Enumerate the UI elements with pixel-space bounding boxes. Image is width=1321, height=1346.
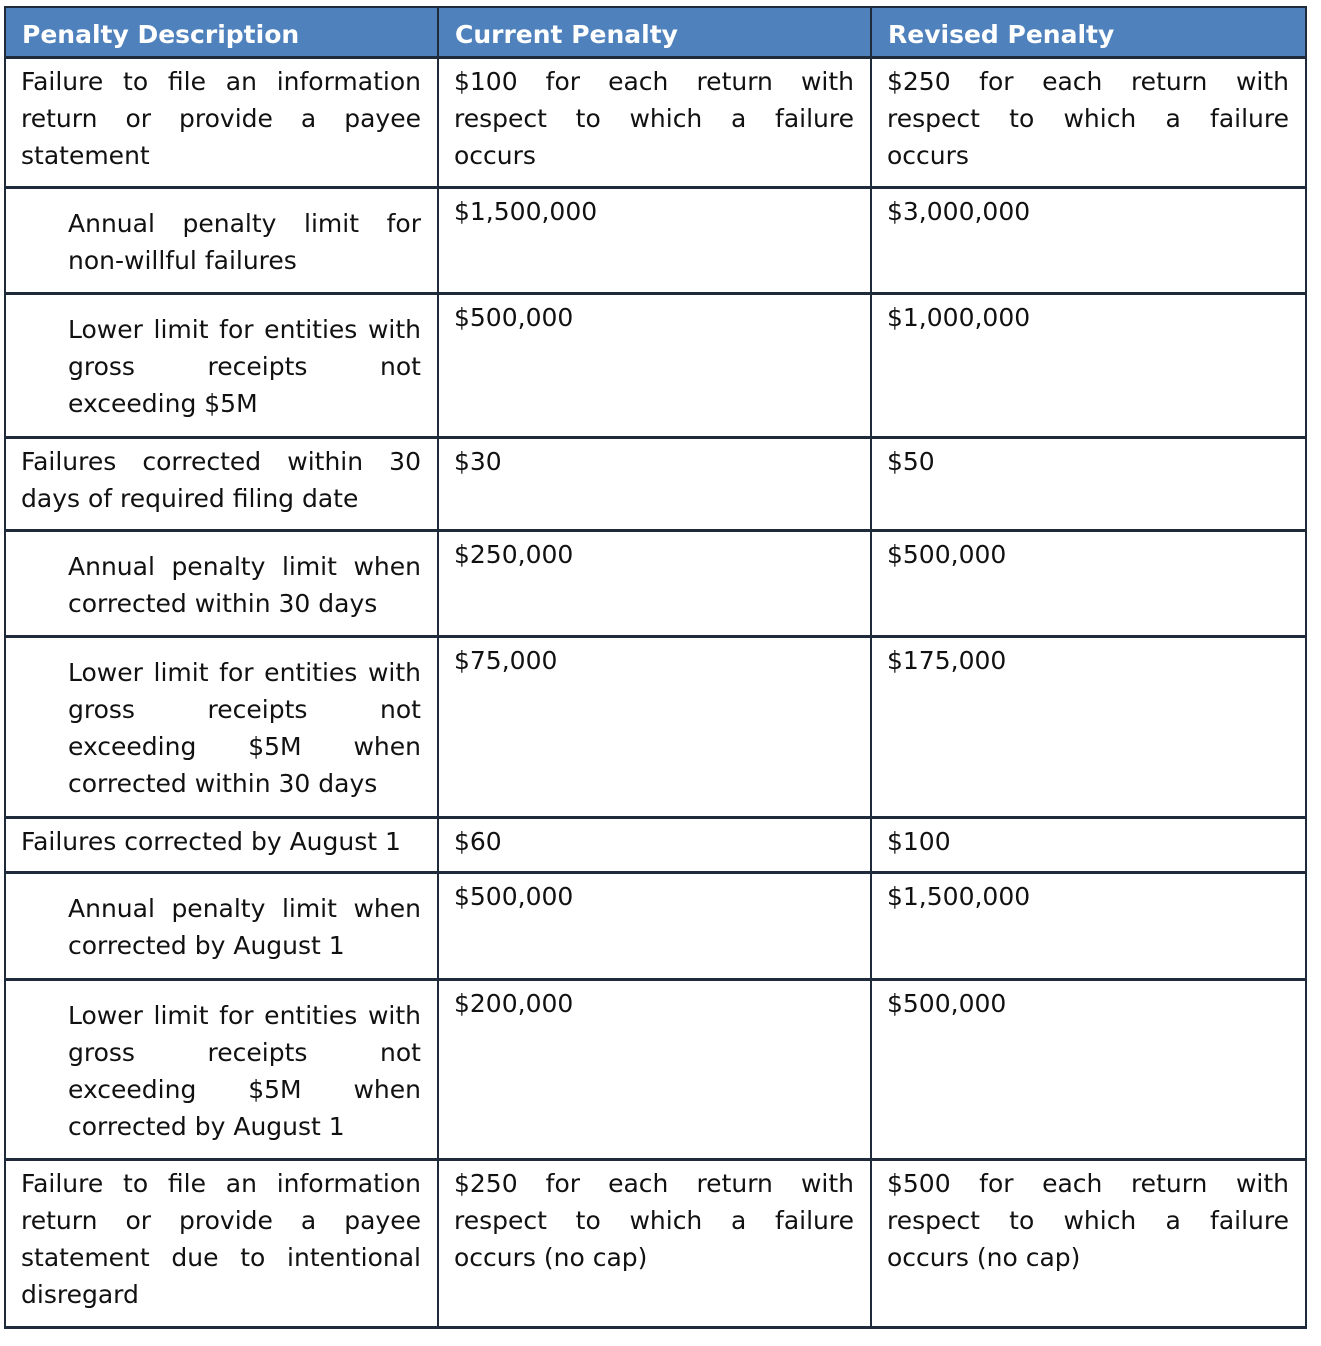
table-row bbox=[5, 817, 1306, 872]
penalty-description-cell: Failures corrected by August 1 bbox=[5, 817, 438, 872]
revised-penalty-cell: $500,000 bbox=[871, 530, 1306, 636]
table-row bbox=[5, 636, 1306, 817]
header-penalty-description: Penalty Description bbox=[5, 7, 438, 57]
table-row bbox=[5, 293, 1306, 437]
penalty-description-cell: Lower limit for entities with gross receipts not exceeding $5M when corrected within 30 days bbox=[5, 636, 438, 817]
current-penalty-cell: $30 bbox=[438, 437, 871, 530]
revised-penalty-cell: $3,000,000 bbox=[871, 187, 1306, 293]
revised-penalty-cell: $500 for each return with respect to which a failure occurs (no cap) bbox=[871, 1159, 1306, 1327]
penalty-description-cell: Failures corrected within 30 days of required filing date bbox=[5, 437, 438, 530]
table-body bbox=[5, 57, 1306, 1327]
penalty-description-cell: Lower limit for entities with gross receipts not exceeding $5M when corrected by August 1 bbox=[5, 979, 438, 1159]
revised-penalty-cell: $50 bbox=[871, 437, 1306, 530]
current-penalty-cell: $250 for each return with respect to which a failure occurs (no cap) bbox=[438, 1159, 871, 1327]
penalty-description-cell: Annual penalty limit when corrected within 30 days bbox=[5, 530, 438, 636]
current-penalty-cell: $500,000 bbox=[438, 872, 871, 979]
table-row bbox=[5, 1159, 1306, 1327]
table-row bbox=[5, 437, 1306, 530]
penalty-description-cell: Failure to file an information return or provide a payee statement due to intentional disregard bbox=[5, 1159, 438, 1327]
revised-penalty-cell: $100 bbox=[871, 817, 1306, 872]
current-penalty-cell: $500,000 bbox=[438, 293, 871, 437]
table-row bbox=[5, 187, 1306, 293]
table-row bbox=[5, 872, 1306, 979]
revised-penalty-cell: $175,000 bbox=[871, 636, 1306, 817]
revised-penalty-cell: $1,000,000 bbox=[871, 293, 1306, 437]
current-penalty-cell: $75,000 bbox=[438, 636, 871, 817]
current-penalty-cell: $200,000 bbox=[438, 979, 871, 1159]
revised-penalty-cell: $1,500,000 bbox=[871, 872, 1306, 979]
header-current-penalty: Current Penalty bbox=[438, 7, 871, 57]
penalty-description-cell: Annual penalty limit when corrected by August 1 bbox=[5, 872, 438, 979]
table-header bbox=[5, 7, 1306, 57]
table-row bbox=[5, 979, 1306, 1159]
current-penalty-cell: $60 bbox=[438, 817, 871, 872]
penalty-description-cell: Failure to file an information return or provide a payee statement bbox=[5, 57, 438, 187]
penalty-description-cell: Lower limit for entities with gross receipts not exceeding $5M bbox=[5, 293, 438, 437]
revised-penalty-cell: $250 for each return with respect to which a failure occurs bbox=[871, 57, 1306, 187]
table-row bbox=[5, 57, 1306, 187]
current-penalty-cell: $250,000 bbox=[438, 530, 871, 636]
current-penalty-cell: $100 for each return with respect to which a failure occurs bbox=[438, 57, 871, 187]
table-row bbox=[5, 530, 1306, 636]
header-revised-penalty: Revised Penalty bbox=[871, 7, 1306, 57]
penalty-description-cell: Annual penalty limit for non-willful failures bbox=[5, 187, 438, 293]
header-row bbox=[5, 7, 1306, 57]
revised-penalty-cell: $500,000 bbox=[871, 979, 1306, 1159]
current-penalty-cell: $1,500,000 bbox=[438, 187, 871, 293]
penalty-table bbox=[4, 6, 1307, 1329]
